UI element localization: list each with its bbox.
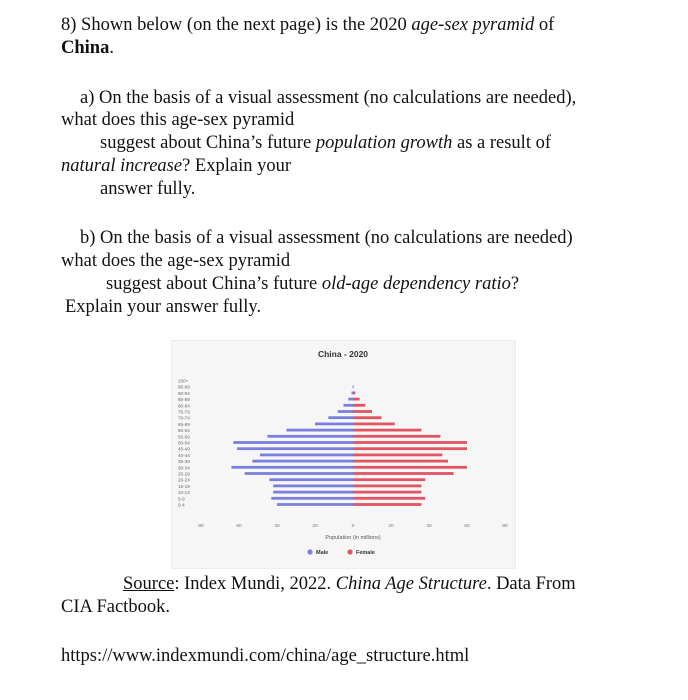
male-bar	[351, 392, 353, 395]
source-url[interactable]: https://www.indexmundi.com/china/age_structure.html	[61, 646, 470, 666]
female-bar	[353, 447, 467, 450]
part-a-line-3-emphasis: population growth	[315, 133, 453, 153]
age-group-label: 20-24	[178, 477, 190, 483]
age-group-label: 65-69	[178, 421, 190, 427]
female-bar	[353, 472, 454, 475]
source-label: Source	[123, 574, 175, 594]
age-group-label: 60-64	[178, 428, 190, 434]
male-bar	[287, 429, 354, 432]
part-b-line-3-post: ?	[510, 274, 520, 294]
part-a-line-3-pre: suggest about China’s future	[100, 133, 312, 153]
female-bar	[353, 497, 425, 500]
source-line-1	[123, 573, 576, 595]
legend-male-label[interactable]: Male	[316, 550, 329, 556]
male-bar	[338, 410, 353, 413]
chart-title: China - 2020	[317, 349, 369, 359]
part-a-line-4	[61, 155, 291, 177]
question-intro-emphasis: age-sex pyramid	[411, 15, 535, 35]
part-b-line-3-pre: suggest about China’s future	[106, 274, 318, 294]
chart-x-axis-label: Population (in millions)	[325, 535, 381, 541]
age-group-label: 15-19	[178, 483, 190, 489]
part-a-line-1: a) On the basis of a visual assessment (no calculations are needed),	[80, 88, 577, 108]
part-b-line-1: b) On the basis of a visual assessment (no calculations are needed)	[80, 228, 573, 248]
source-line-2: CIA Factbook.	[61, 597, 170, 617]
age-group-label: 70-74	[178, 415, 190, 421]
part-b-line-3	[106, 273, 519, 295]
male-bar	[328, 416, 353, 419]
female-bar	[353, 478, 425, 481]
x-tick-label: 0	[351, 524, 355, 529]
male-bar	[277, 503, 353, 506]
male-bar	[344, 404, 354, 407]
question-intro-text: Shown below (on the next page) is the 2020	[81, 15, 407, 35]
x-tick-label: 80	[198, 524, 204, 529]
male-bar	[233, 441, 353, 444]
female-bar	[353, 410, 372, 413]
female-bar	[353, 485, 421, 488]
age-group-label: 5-9	[178, 496, 185, 502]
male-bar	[348, 398, 353, 401]
age-group-label: 25-29	[178, 471, 190, 477]
age-group-label: 55-59	[178, 434, 190, 440]
male-bar	[271, 497, 353, 500]
female-bar	[353, 398, 360, 401]
x-tick-label: 40	[274, 524, 280, 529]
age-group-label: 0-4	[178, 502, 185, 508]
age-group-label: 85-89	[178, 397, 190, 403]
part-b-line-2: what does the age-sex pyramid	[61, 251, 291, 271]
age-group-label: 30-34	[178, 465, 190, 471]
male-bar	[231, 466, 353, 469]
part-a-line-3	[100, 132, 551, 154]
age-group-label: 95-99	[178, 384, 190, 390]
question-country: China	[61, 38, 110, 58]
part-b-line-4: Explain your answer fully.	[65, 297, 262, 317]
male-bar	[273, 485, 353, 488]
female-bar	[353, 491, 421, 494]
female-bar	[353, 423, 395, 426]
age-group-label: 80-84	[178, 403, 190, 409]
part-a-line-2: what does this age-sex pyramid	[61, 110, 295, 130]
question-number: 8)	[61, 15, 77, 35]
male-bar	[260, 454, 353, 457]
part-a-line-5: answer fully.	[100, 179, 196, 199]
female-bar	[353, 454, 442, 457]
age-group-label: 35-39	[178, 459, 190, 465]
part-a-line-4-emphasis: natural increase	[61, 156, 183, 176]
age-group-label: 75-79	[178, 409, 190, 415]
age-group-label: 90-94	[178, 390, 190, 396]
x-tick-label: 40	[426, 524, 432, 529]
female-bar	[353, 416, 382, 419]
part-a-line-4-post: ? Explain your	[182, 156, 292, 176]
question-period: .	[109, 38, 114, 58]
female-bar	[353, 503, 421, 506]
x-tick-label: 60	[236, 524, 242, 529]
part-b-line-3-emphasis: old-age dependency ratio	[321, 274, 511, 294]
female-bar	[353, 466, 467, 469]
age-group-label: 100+	[178, 378, 189, 384]
age-group-label: 45-49	[178, 446, 190, 452]
female-bar	[353, 435, 440, 438]
question-country-line	[61, 37, 114, 59]
legend-female-label[interactable]: Female	[356, 550, 375, 556]
question-intro-end: of	[538, 15, 555, 35]
source-after: . Data From	[486, 574, 576, 594]
age-sex-pyramid-chart	[172, 341, 515, 568]
female-bar	[353, 460, 448, 463]
source-text: : Index Mundi, 2022.	[174, 574, 332, 594]
x-tick-label: 20	[312, 524, 318, 529]
female-bar	[353, 429, 421, 432]
source-title: China Age Structure	[335, 574, 487, 594]
male-bar	[269, 478, 353, 481]
female-bar	[353, 385, 354, 388]
male-bar	[315, 423, 353, 426]
male-bar	[245, 472, 353, 475]
age-group-label: 40-44	[178, 452, 190, 458]
x-tick-label: 80	[502, 524, 508, 529]
age-sex-pyramid-figure	[171, 340, 516, 569]
male-bar	[237, 447, 353, 450]
female-bar	[353, 441, 467, 444]
x-tick-label: 60	[464, 524, 470, 529]
male-bar	[273, 491, 353, 494]
question-intro-line	[61, 14, 554, 36]
female-bar	[353, 392, 355, 395]
legend-male-marker[interactable]	[307, 549, 312, 554]
female-bar	[353, 404, 365, 407]
age-group-label: 50-54	[178, 440, 190, 446]
age-group-label: 10-14	[178, 490, 190, 496]
part-a-line-3-post: as a result of	[456, 133, 551, 153]
legend-female-marker[interactable]	[347, 549, 352, 554]
male-bar	[252, 460, 353, 463]
x-tick-label: 20	[388, 524, 394, 529]
male-bar	[268, 435, 354, 438]
